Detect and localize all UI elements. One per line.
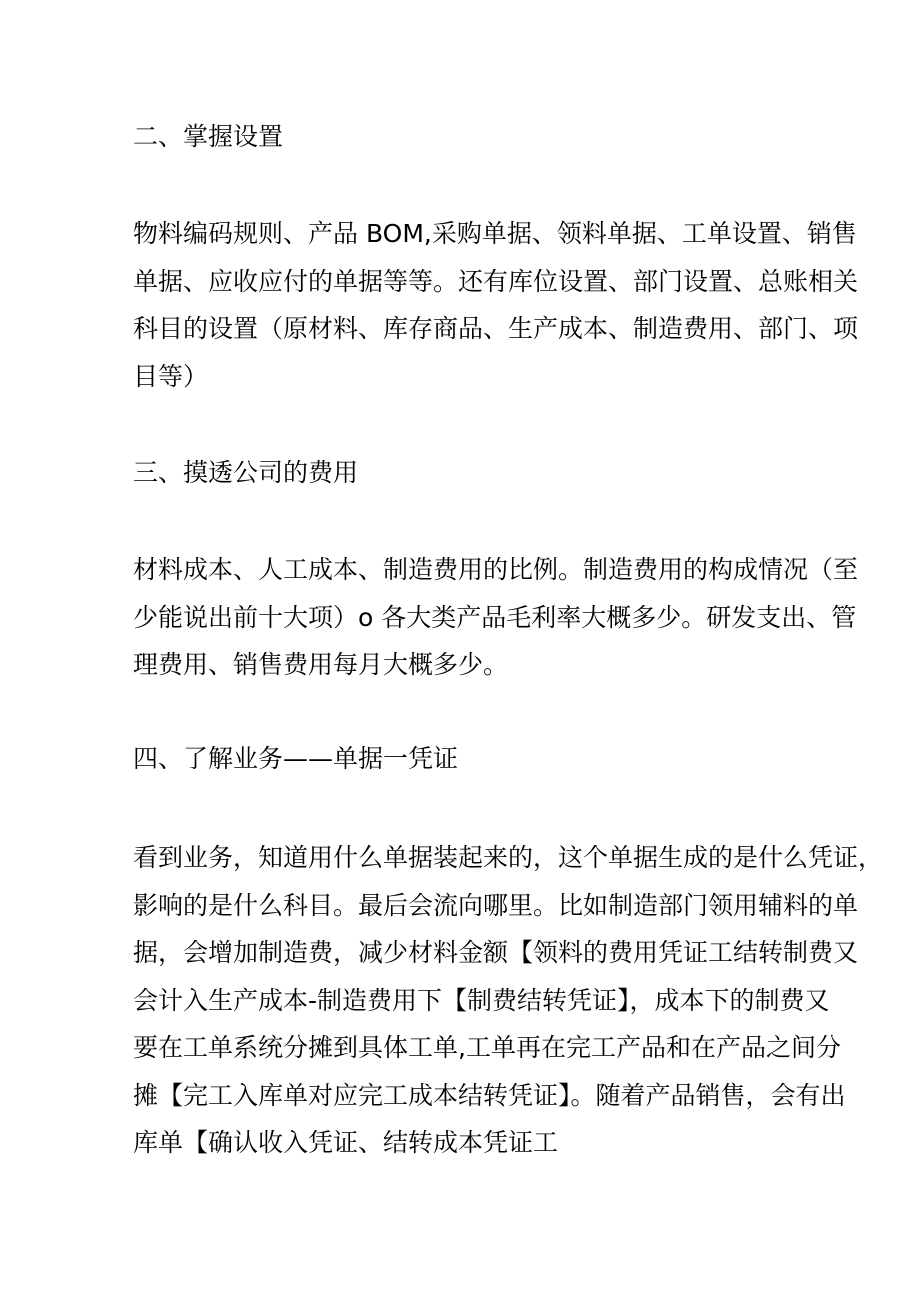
paragraph-line: 少能说出前十大项）o 各大类产品毛利率大概多少。研发支出、管	[133, 602, 857, 632]
paragraph-line: 影响的是什么科目。最后会流向哪里。比如制造部门领用辅料的单	[133, 890, 859, 920]
section-heading-2: 二、掌握设置	[133, 122, 284, 151]
section-paragraph-3	[133, 546, 859, 689]
section-paragraph-4	[133, 834, 884, 1167]
paragraph-line: 会计入生产成本-制造费用下【制费结转凭证】，成本下的制费又	[133, 985, 830, 1015]
paragraph-line: 库单【确认收入凭证、结转成本凭证工	[133, 1128, 559, 1157]
paragraph-line: 科目的设置（原材料、库存商品、生产成本、制造费用、部门、项	[133, 314, 859, 343]
section-heading-3: 三、摸透公司的费用	[133, 458, 359, 487]
section-paragraph-2	[133, 210, 859, 400]
paragraph-line: 材料成本、人工成本、制造费用的比例。制造费用的构成情况（至	[133, 555, 859, 584]
paragraph-line: 物料编码规则、产品 BOM,采购单据、领料单据、工单设置、销售	[133, 219, 857, 248]
paragraph-line: 据，会增加制造费，减少材料金额【领料的费用凭证工结转制费又	[133, 938, 859, 967]
paragraph-line: 摊【完工入库单对应完工成本结转凭证】。随着产品销售，会有出	[133, 1080, 846, 1110]
paragraph-line: 目等）	[133, 361, 209, 391]
paragraph-line: 单据、应收应付的单据等等。还有库位设置、部门设置、总账相关	[133, 266, 859, 296]
section-heading-4: 四、了解业务——单据一凭证	[133, 744, 459, 773]
paragraph-line: 看到业务，知道用什么单据装起来的，这个单据生成的是什么凭证，	[133, 843, 884, 872]
paragraph-line: 理费用、销售费用每月大概多少。	[133, 650, 509, 679]
paragraph-line: 要在工单系统分摊到具体工单,工单再在完工产品和在产品之间分	[133, 1033, 841, 1062]
